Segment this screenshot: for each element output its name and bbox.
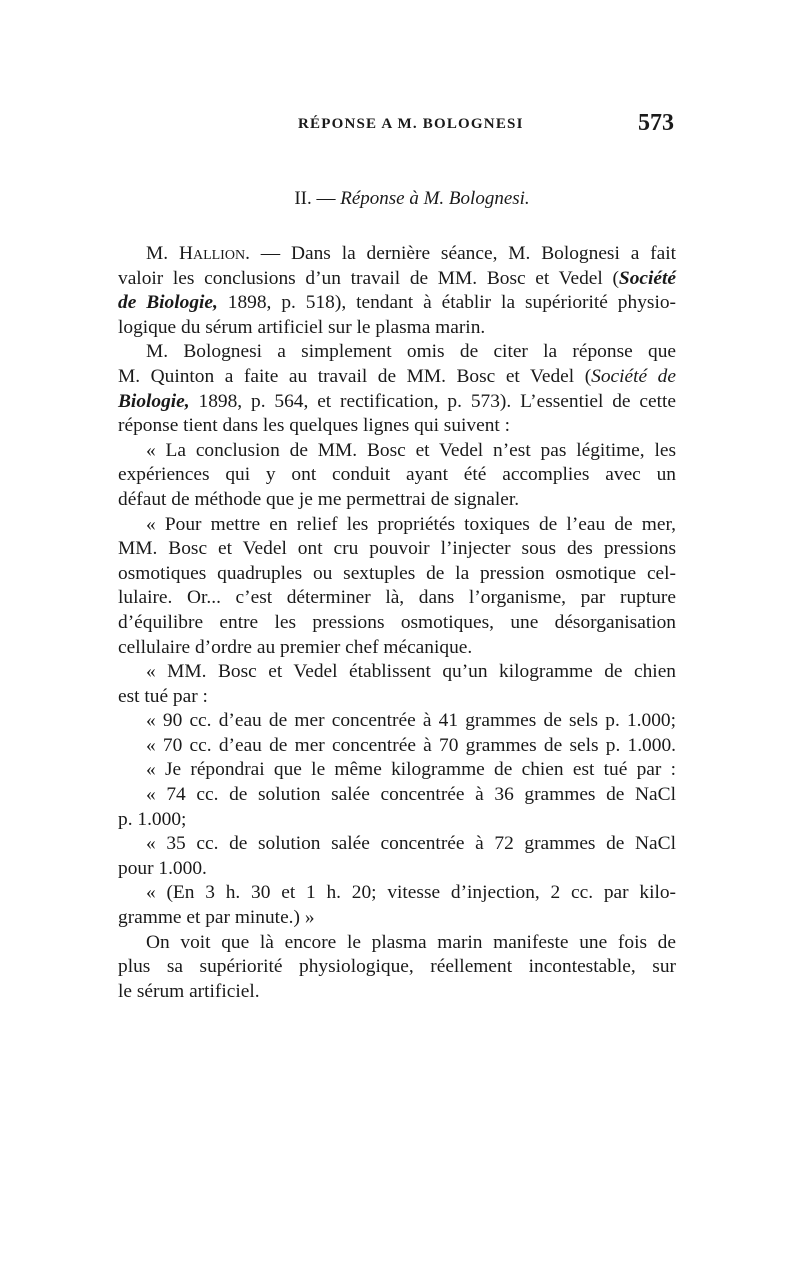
text-line: réponse tient dans les quelques lignes qui suivent : — [118, 415, 511, 437]
text-line: MM. Bosc et Vedel ont cru pouvoir l’injecter sous des pressions — [118, 538, 676, 560]
page-number: 573 — [638, 110, 674, 136]
text-line — [118, 267, 676, 292]
citation: Biologie, — [118, 390, 190, 412]
speaker-title: M. — [146, 243, 179, 264]
text-run: . — Dans la dernière séance, M. Bolognesi a fait — [245, 243, 677, 264]
body-text — [118, 242, 676, 1004]
text-run: 1898, p. 518), tendant à établir la supériorité physio- — [217, 292, 676, 314]
text-line: « 35 cc. de solution salée concentrée à 72 grammes de NaCl — [146, 833, 676, 855]
text-line: « 74 cc. de solution salée concentrée à 36 grammes de NaCl — [146, 784, 676, 806]
text-line: « Pour mettre en relief les propriétés toxiques de l’eau de mer, — [146, 513, 676, 535]
text-line — [118, 390, 676, 415]
text-run: valoir les conclusions d’un travail de MM. Bosc et Vedel ( — [118, 267, 619, 289]
text-line: osmotiques quadruples ou sextuples de la pression osmotique cel- — [118, 562, 676, 584]
text-line: On voit que là encore le plasma marin manifeste une fois de — [146, 931, 676, 953]
section-title-text: Réponse à M. Bolognesi. — [340, 188, 530, 209]
text-line: « (En 3 h. 30 et 1 h. 20; vitesse d’injection, 2 cc. par kilo- — [146, 882, 676, 904]
section-number: II. — [294, 188, 312, 209]
text-line: « 90 cc. d’eau de mer concentrée à 41 grammes de sels p. 1.000; — [146, 710, 676, 732]
text-line: « La conclusion de MM. Bosc et Vedel n’est pas légitime, les — [146, 439, 676, 461]
text-line: p. 1.000; — [118, 808, 187, 830]
text-line: pour 1.000. — [118, 857, 207, 879]
text-line — [118, 242, 676, 267]
running-title: RÉPONSE A M. BOLOGNESI — [298, 116, 524, 132]
section-dash: — — [311, 188, 341, 209]
text-line: d’équilibre entre les pressions osmotiques, une désorganisation — [118, 611, 676, 633]
text-line — [118, 365, 676, 390]
text-line: gramme et par minute.) » — [118, 907, 315, 929]
text-line: expériences qui y ont conduit ayant été accomplies avec un — [118, 464, 676, 486]
text-line: « 70 cc. d’eau de mer concentrée à 70 grammes de sels p. 1.000. — [146, 734, 676, 756]
text-line — [118, 291, 676, 316]
text-line: « Je répondrai que le même kilogramme de chien est tué par : — [146, 759, 676, 781]
text-line: « MM. Bosc et Vedel établissent qu’un kilogramme de chien — [146, 661, 676, 683]
text-run: M. Quinton a faite au travail de MM. Bosc et Vedel ( — [118, 365, 592, 387]
text-line: cellulaire d’ordre au premier chef mécanique. — [118, 636, 473, 658]
text-line: M. Bolognesi a simplement omis de citer la réponse que — [146, 341, 676, 363]
text-line: le sérum artificiel. — [118, 980, 260, 1002]
text-line: défaut de méthode que je me permettrai de signaler. — [118, 488, 520, 510]
citation: Société de — [591, 365, 676, 387]
text-line: est tué par : — [118, 685, 208, 707]
citation: Société — [618, 267, 676, 289]
speaker-name: Hallion — [178, 243, 246, 264]
text-line: logique du sérum artificiel sur le plasma marin. — [118, 316, 486, 338]
text-line: plus sa supériorité physiologique, réellement incontestable, sur — [118, 956, 676, 978]
text-run: 1898, p. 564, et rectification, p. 573). L’essentiel de cette — [189, 390, 676, 412]
text-line: lulaire. Or... c’est déterminer là, dans l’organisme, par rupture — [118, 587, 676, 609]
citation: de Biologie, — [118, 292, 218, 314]
section-title — [0, 188, 800, 210]
